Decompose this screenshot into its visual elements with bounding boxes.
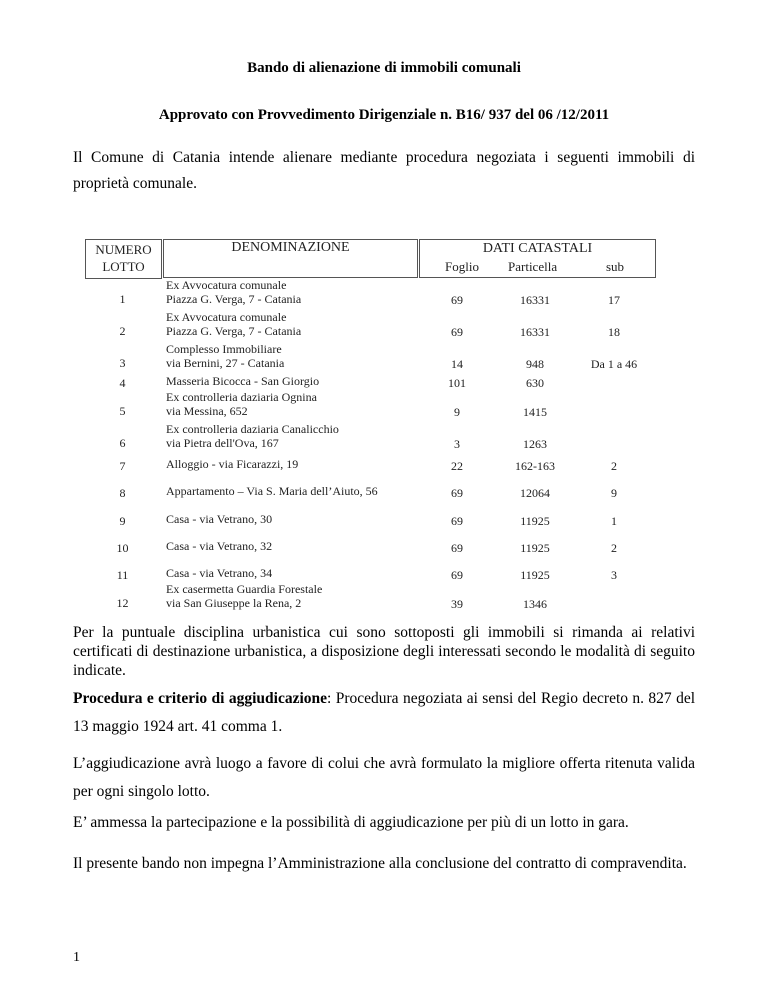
cell-lotto: 3 <box>119 356 126 370</box>
approval-line: Approvato con Provvedimento Dirigenziale n. B16/ 937 del 06 /12/2011 <box>158 107 610 123</box>
cell-denominazione <box>166 311 416 338</box>
cell-denominazione <box>166 513 416 527</box>
denominazione-line-2: via Bernini, 27 - Catania <box>166 355 285 370</box>
paragraph-impegno: Il presente bando non impegna l’Amministrazione alla conclusione del contratto di compravendita. <box>73 855 687 872</box>
header-denominazione-label: DENOMINAZIONE <box>231 240 350 255</box>
cell-sub: 3 <box>611 568 617 582</box>
intro-line-1: Il Comune di Catania intende alienare mediante procedura negoziata i seguenti immobili di <box>73 149 695 166</box>
cell-foglio: 69 <box>451 568 463 582</box>
cell-foglio: 69 <box>451 325 463 339</box>
cell-sub: 9 <box>611 486 617 500</box>
cell-lotto: 11 <box>116 568 129 582</box>
cell-foglio: 69 <box>451 541 463 555</box>
header-dati-catastali-label: DATI CATASTALI <box>482 241 593 256</box>
cell-denominazione <box>166 391 416 418</box>
paragraph-aggiudicazione: L’aggiudicazione avrà luogo a favore di colui che avrà formulato la migliore offerta ritenuta valida per ogni singolo lotto. <box>73 755 695 800</box>
intro-line-2: proprietà comunale. <box>73 175 197 192</box>
cell-foglio: 69 <box>451 486 463 500</box>
header-numero-lotto <box>85 239 162 279</box>
denominazione-line-1: Casa - via Vetrano, 34 <box>166 566 273 580</box>
denominazione-line-1: Ex Avvocatura comunale <box>166 278 287 292</box>
cell-foglio: 69 <box>451 514 463 528</box>
cell-denominazione <box>166 458 416 472</box>
cell-foglio: 3 <box>454 437 460 451</box>
denominazione-line-1: Casa - via Vetrano, 30 <box>166 512 273 526</box>
paragraph-urbanistica: Per la puntuale disciplina urbanistica cui sono sottoposti gli immobili si rimanda ai relativi certificati di destinazione urbanistica, a disposizione degli interessati secondo le modalità di seguito indicate. <box>73 624 695 679</box>
cell-lotto: 2 <box>119 324 126 338</box>
cell-denominazione <box>166 540 416 554</box>
denominazione-line-1: Appartamento – Via S. Maria dell’Aiuto, 56 <box>166 484 378 498</box>
cell-particella: 1415 <box>523 405 547 419</box>
paragraph-procedura <box>73 685 695 741</box>
cell-lotto: 5 <box>119 404 126 418</box>
cell-denominazione <box>166 423 416 450</box>
cell-particella: 1346 <box>523 597 547 611</box>
denominazione-line-1: Casa - via Vetrano, 32 <box>166 539 273 553</box>
denominazione-line-1: Ex casermetta Guardia Forestale <box>166 582 323 596</box>
header-dati-catastali <box>419 239 656 278</box>
cell-denominazione <box>166 343 416 370</box>
cell-sub: 18 <box>608 325 620 339</box>
cell-sub: 2 <box>611 459 617 473</box>
cell-foglio: 9 <box>454 405 460 419</box>
cell-particella: 948 <box>526 357 544 371</box>
cell-particella: 16331 <box>520 293 550 307</box>
cell-denominazione <box>166 583 416 610</box>
header-foglio: Foglio <box>445 259 479 274</box>
cell-sub: 2 <box>611 541 617 555</box>
cell-lotto: 8 <box>119 486 126 500</box>
cell-particella: 630 <box>526 376 544 390</box>
cell-foglio: 22 <box>451 459 463 473</box>
denominazione-line-1: Ex Avvocatura comunale <box>166 310 287 324</box>
header-numero: NUMERO <box>95 242 152 257</box>
cell-sub: Da 1 a 46 <box>590 357 638 371</box>
cell-particella: 11925 <box>520 568 550 582</box>
denominazione-line-2: via Messina, 652 <box>166 403 248 418</box>
denominazione-line-1: Ex controlleria daziaria Ognina <box>166 390 317 404</box>
header-denominazione <box>163 239 418 278</box>
cell-particella: 11925 <box>520 514 550 528</box>
cell-particella: 16331 <box>520 325 550 339</box>
cell-particella: 162-163 <box>515 459 555 473</box>
page-number: 1 <box>73 950 80 965</box>
cell-lotto: 1 <box>119 292 126 306</box>
cell-particella: 1263 <box>523 437 547 451</box>
procedura-text: : Procedura negoziata ai sensi del Regio decreto n. 827 del 13 maggio 1924 art. 41 comma 1. <box>73 690 695 735</box>
cell-foglio: 39 <box>451 597 463 611</box>
denominazione-line-2: Piazza G. Verga, 7 - Catania <box>166 323 302 338</box>
header-particella: Particella <box>508 259 558 274</box>
header-sub: sub <box>606 259 625 274</box>
cell-lotto: 12 <box>116 596 129 610</box>
cell-lotto: 6 <box>119 436 126 450</box>
cell-denominazione <box>166 279 416 306</box>
cell-denominazione <box>166 485 416 499</box>
cell-denominazione <box>166 375 416 389</box>
cell-sub: 17 <box>608 293 620 307</box>
denominazione-line-2: via Pietra dell'Ova, 167 <box>166 435 279 450</box>
procedura-heading: Procedura e criterio di aggiudicazione <box>73 690 328 707</box>
cell-particella: 12064 <box>520 486 550 500</box>
header-lotto: LOTTO <box>102 259 145 274</box>
denominazione-line-1: Alloggio - via Ficarazzi, 19 <box>166 457 299 471</box>
cell-particella: 11925 <box>520 541 550 555</box>
denominazione-line-1: Masseria Bicocca - San Giorgio <box>166 374 320 388</box>
cell-foglio: 14 <box>451 357 463 371</box>
cell-sub: 1 <box>611 514 617 528</box>
denominazione-line-2: Piazza G. Verga, 7 - Catania <box>166 291 302 306</box>
paragraph-partecipazione: E’ ammessa la partecipazione e la possibilità di aggiudicazione per più di un lotto in gara. <box>73 814 629 831</box>
cell-lotto: 7 <box>119 459 126 473</box>
cell-lotto: 9 <box>119 514 126 528</box>
denominazione-line-2: via San Giuseppe la Rena, 2 <box>166 595 302 610</box>
denominazione-line-1: Complesso Immobiliare <box>166 342 282 356</box>
cell-foglio: 101 <box>448 376 466 390</box>
denominazione-line-1: Ex controlleria daziaria Canalicchio <box>166 422 339 436</box>
document-title: Bando di alienazione di immobili comunali <box>247 60 521 76</box>
cell-lotto: 4 <box>119 376 126 390</box>
cell-foglio: 69 <box>451 293 463 307</box>
cell-lotto: 10 <box>116 541 129 555</box>
cell-denominazione <box>166 567 416 581</box>
